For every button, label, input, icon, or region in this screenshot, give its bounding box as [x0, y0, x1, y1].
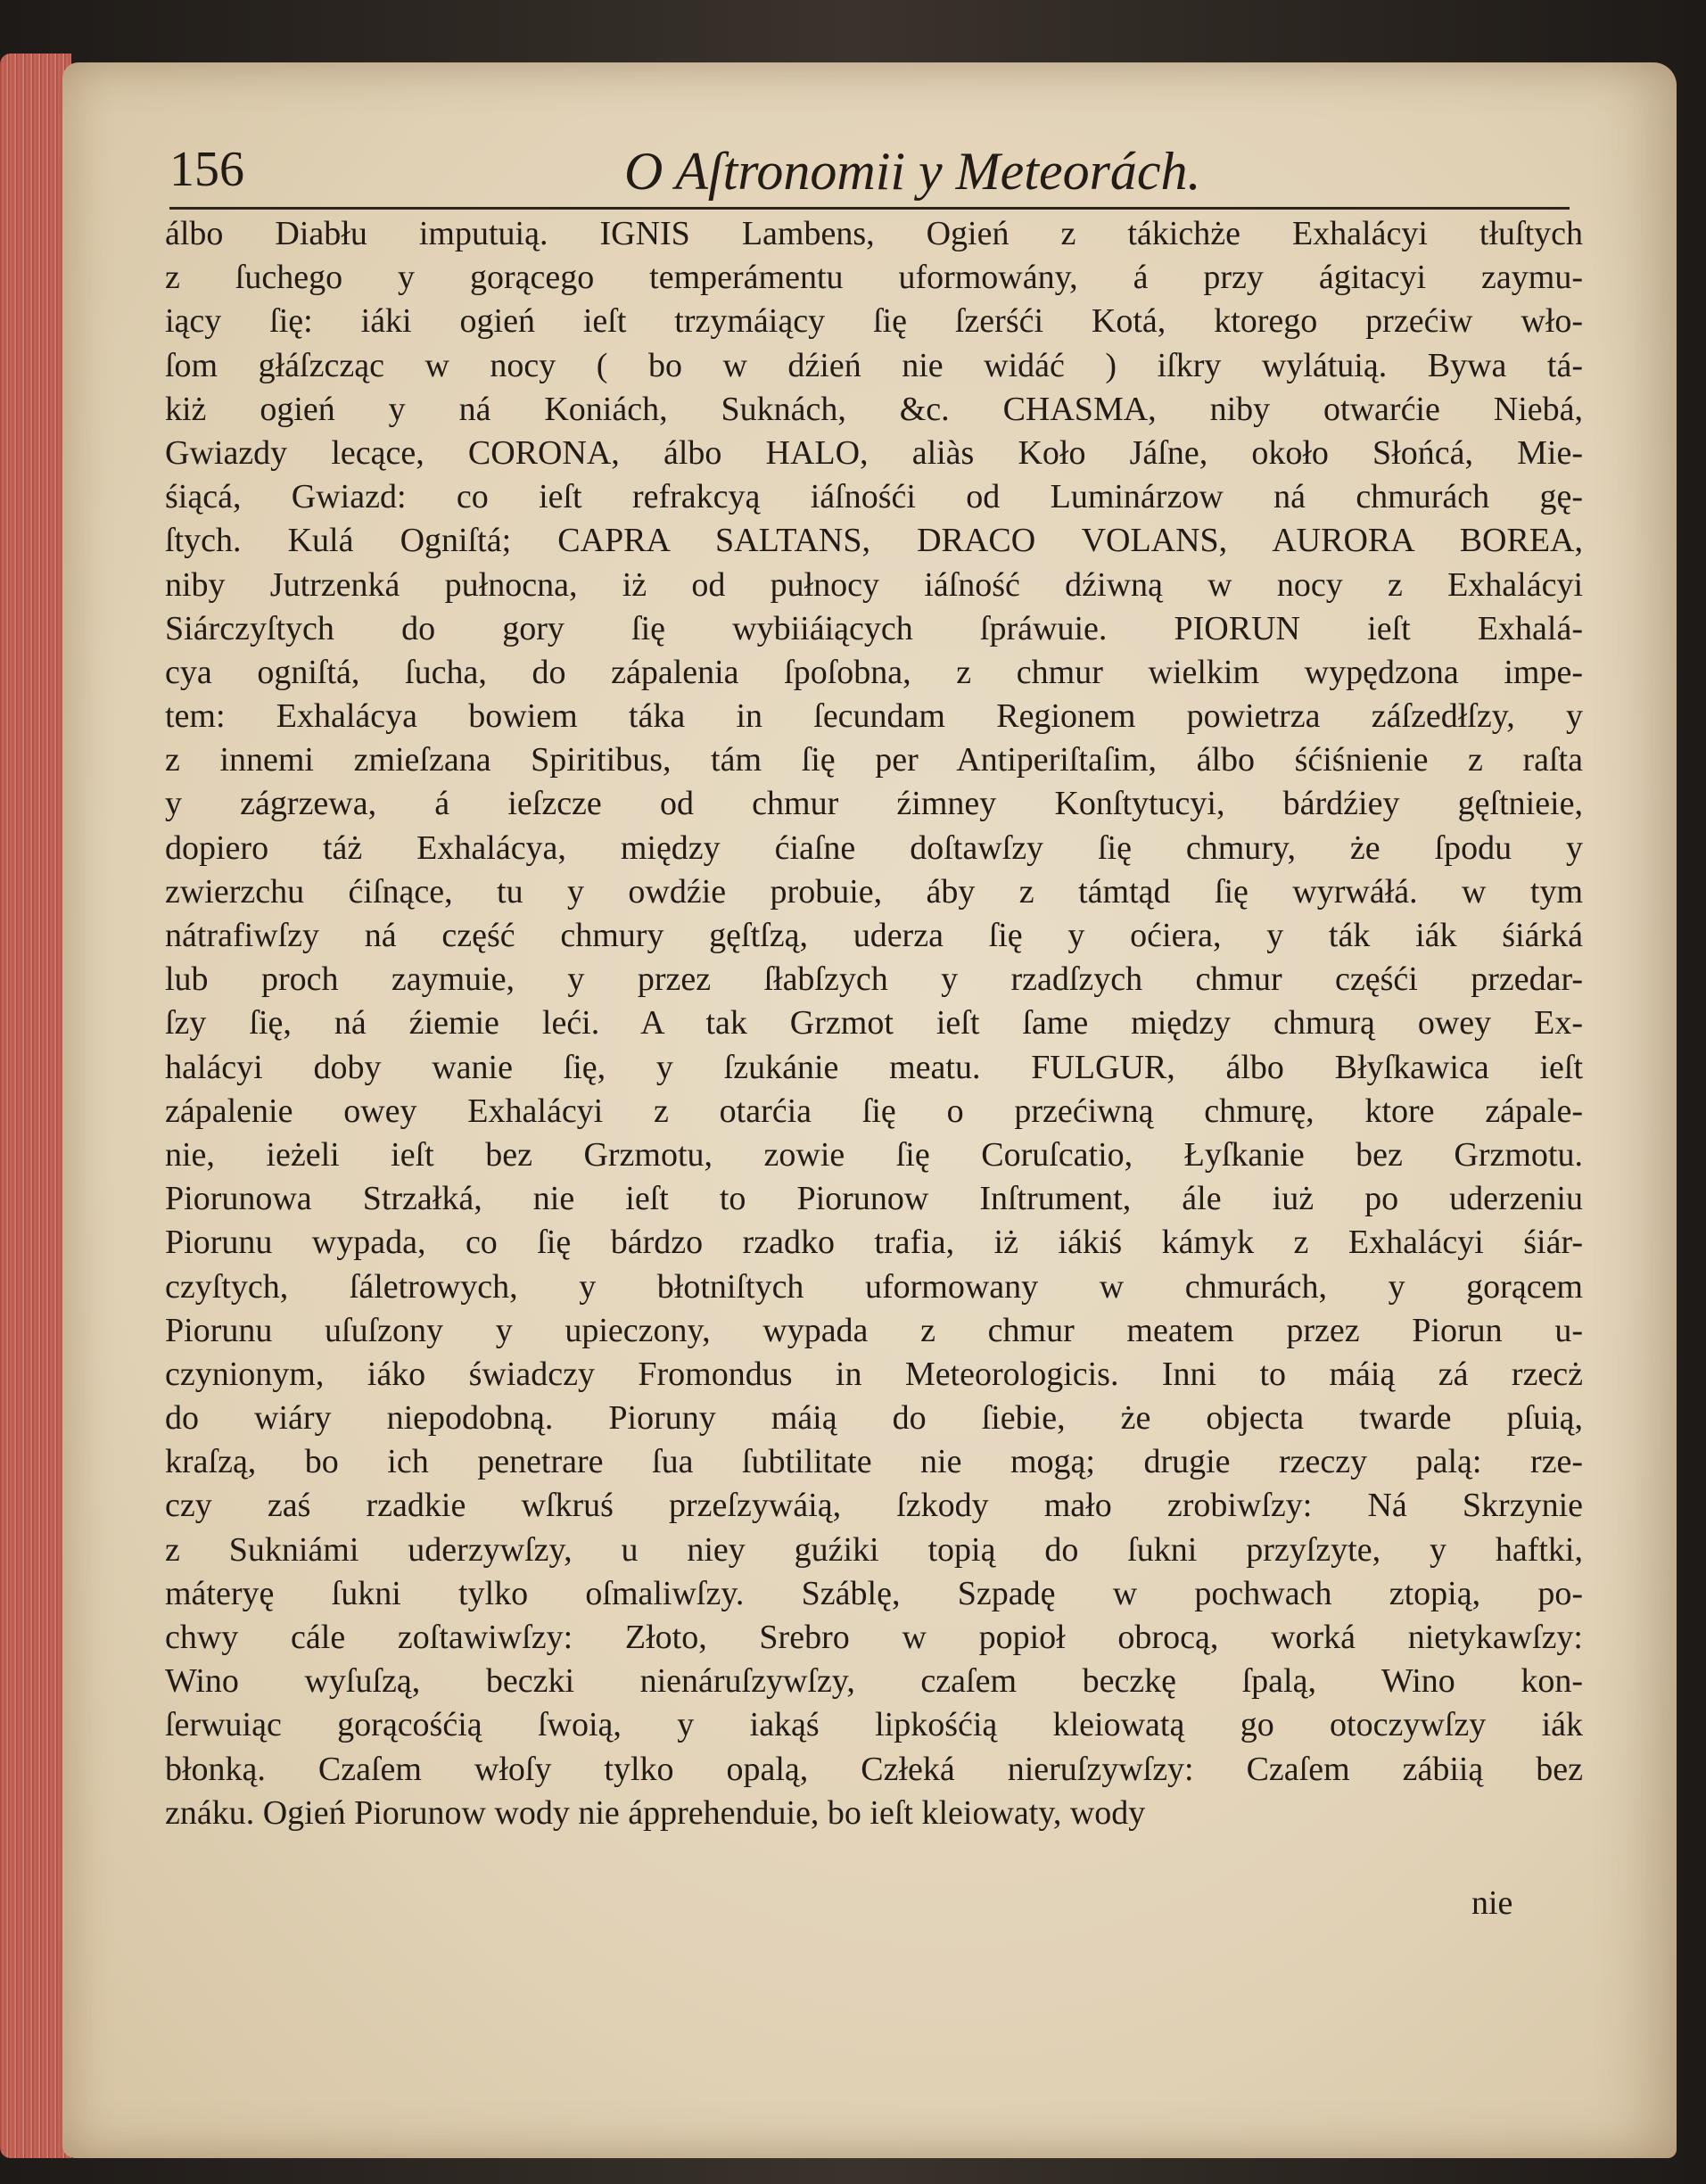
text-line: nátrafiwſzy ná część chmury gęſtſzą, uderza ſię y oćiera, y ták iák śiárká: [165, 917, 1583, 954]
text-line: czynionym, iáko świadczy Fromondus in Meteorologicis. Inni to máią zá rzecż: [165, 1355, 1583, 1393]
text-line: halácyi doby wanie ſię, y ſzukánie meatu. FULGUR, álbo Błyſkawica ieſt: [165, 1048, 1583, 1086]
text-line: niby Jutrzenká pułnocna, iż od pułnocy iáſność dźiwną w nocy z Exhalácyi: [165, 565, 1583, 604]
running-title: O Aſtronomii y Meteorách.: [624, 142, 1201, 201]
header-rule: [169, 207, 1570, 210]
text-line: cya ogniſtá, ſucha, do zápalenia ſpoſobna, z chmur wielkim wypędzona impe-: [165, 653, 1583, 691]
text-line: iący ſię: iáki ogień ieſt trzymáiący ſię ſzerśći Kotá, ktorego przećiw wło-: [165, 302, 1583, 341]
text-line: y zágrzewa, á ieſzcze od chmur źimney Konſtytucyi, bárdźiey gęſtnieie,: [165, 785, 1583, 823]
text-line: kraſzą, bo ich penetrare ſua ſubtilitate nie mogą; drugie rzeczy palą: rze-: [165, 1443, 1583, 1481]
text-line: z Sukniámi uderzywſzy, u niey guźiki topią do ſukni przyſzyte, y haftki,: [165, 1530, 1583, 1569]
text-line: do wiáry niepodobną. Pioruny máią do ſiebie, że objecta twarde pſuią,: [165, 1399, 1583, 1438]
text-line: Piorunu wypada, co ſię bárdzo rzadko trafia, iż iákiś kámyk z Exhalácyi śiár-: [165, 1224, 1583, 1262]
text-line: czy zaś rzadkie wſkruś przeſzywáią, ſzkody mało zrobiwſzy: Ná Skrzynie: [165, 1487, 1583, 1525]
text-line: znáku. Ogień Piorunow wody nie ápprehenduie, bo ieſt kleiowaty, wody: [165, 1793, 1146, 1832]
text-line: ſom głáſzcząc w nocy ( bo w dźień nie widáć ) iſkry wylátuią. Bywa tá-: [165, 346, 1583, 384]
text-line: lub proch zaymuie, y przez ſłabſzych y rzadſzych chmur częśći przedar-: [165, 960, 1583, 999]
page-header: [169, 141, 1570, 209]
text-line: máteryę ſukni tylko oſmaliwſzy. Száblę, Szpadę w pochwach ztopią, po-: [165, 1574, 1583, 1612]
page-edges: [0, 54, 71, 2158]
text-line: czyſtych, ſáletrowych, y błotniſtych uformowany w chmurách, y gorącem: [165, 1267, 1583, 1306]
text-line: Wino wyſuſzą, beczki nienáruſzywſzy, czaſem beczkę ſpalą, Wino kon-: [165, 1662, 1583, 1701]
text-line: dopiero táż Exhalácya, między ćiaſne doſtawſzy ſię chmury, że ſpodu y: [165, 828, 1583, 867]
text-line: z ſuchego y gorącego temperámentu uformowány, á przy ágitacyi zaymu-: [165, 259, 1583, 297]
page-number: 156: [169, 142, 244, 197]
text-line: nie, ieżeli ieſt bez Grzmotu, zowie ſię Coruſcatio, Łyſkanie bez Grzmotu.: [165, 1135, 1583, 1174]
text-line: zwierzchu ćiſnące, tu y owdźie probuie, áby z támtąd ſię wyrwáłá. w tym: [165, 872, 1583, 911]
catchword: nie: [1471, 1884, 1513, 1922]
text-line: álbo Diabłu imputuią. IGNIS Lambens, Ogień z tákichże Exhalácyi tłuſtych: [165, 215, 1583, 252]
text-line: ſzy ſię, ná źiemie leći. A tak Grzmot ieſt ſame między chmurą owey Ex-: [165, 1004, 1583, 1043]
text-line: tem: Exhalácya bowiem táka in ſecundam Regionem powietrza záſzedłſzy, y: [165, 697, 1583, 736]
text-line: Gwiazdy lecące, CORONA, álbo HALO, aliàs Koło Jáſne, około Słońcá, Mie-: [165, 433, 1583, 472]
text-line: zápalenie owey Exhalácyi z otarćia ſię o przećiwną chmurę, ktore zápale-: [165, 1092, 1583, 1130]
body-text: [165, 212, 1583, 1835]
text-line: ſerwuiąc gorącośćią ſwoią, y iakąś lipkośćią kleiowatą go otoczywſzy iák: [165, 1706, 1583, 1744]
text-line: Piorunowa Strzałká, nie ieſt to Piorunow Inſtrument, ále iuż po uderzeniu: [165, 1180, 1583, 1218]
text-line: kiż ogień y ná Koniách, Suknách, &c. CHASMA, niby otwarćie Niebá,: [165, 390, 1583, 428]
text-line: śiącá, Gwiazd: co ieſt refrakcyą iáſnośći od Luminárzow ná chmurách gę-: [165, 478, 1583, 516]
text-line: Piorunu uſuſzony y upieczony, wypada z chmur meatem przez Piorun u-: [165, 1311, 1583, 1349]
text-line: chwy cále zoſtawiwſzy: Złoto, Srebro w popioł obrocą, worká nietykawſzy:: [165, 1619, 1583, 1656]
text-line: ſtych. Kulá Ogniſtá; CAPRA SALTANS, DRACO VOLANS, AURORA BOREA,: [165, 522, 1583, 560]
text-line: błonką. Czaſem włoſy tylko opalą, Człeká nieruſzywſzy: Czaſem zábiią bez: [165, 1750, 1583, 1788]
text-line: Siárczyſtych do gory ſię wybiiáiących ſpráwuie. PIORUN ieſt Exhalá-: [165, 609, 1583, 647]
text-line: z innemi zmieſzana Spiritibus, tám ſię per Antiperiſtaſim, álbo śćiśnienie z raſta: [165, 741, 1583, 779]
